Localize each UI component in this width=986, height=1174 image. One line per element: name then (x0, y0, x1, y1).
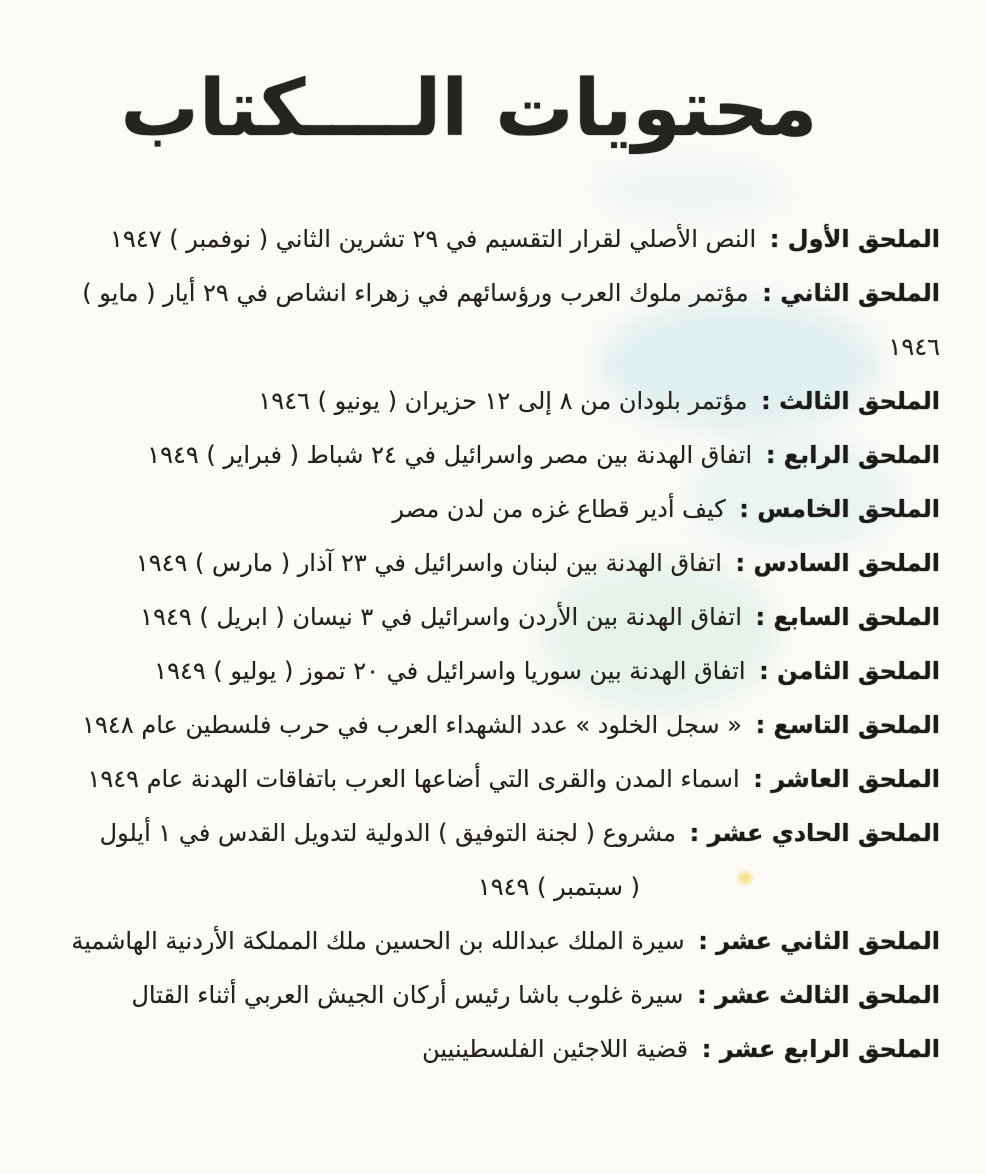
appendix-label: الملحق العاشر : (753, 765, 940, 793)
toc-entry-10 (28, 752, 940, 806)
appendix-description: مؤتمر بلودان من ٨ إلى ١٢ حزيران ( يونيو ) ١٩٤٦ (258, 387, 748, 415)
toc-entry-12 (28, 914, 940, 968)
appendix-description: قضية اللاجئين الفلسطينيين (422, 1035, 689, 1063)
appendix-description: اتفاق الهدنة بين الأردن واسرائيل في ٣ نيسان ( ابريل ) ١٩٤٩ (140, 603, 742, 631)
appendix-label: الملحق الحادي عشر : (689, 819, 940, 847)
toc-entry-8 (28, 644, 940, 698)
appendix-label: الملحق الثامن : (759, 657, 940, 685)
toc-entry-3 (28, 374, 940, 428)
appendix-label: الملحق الثالث عشر : (697, 981, 940, 1009)
appendix-description: كيف أدير قطاع غزه من لدن مصر (392, 495, 726, 523)
appendix-description: اتفاق الهدنة بين لبنان واسرائيل في ٢٣ آذار ( مارس ) ١٩٤٩ (135, 549, 722, 577)
page-title: محتويات الــــكتاب (120, 64, 818, 154)
toc-entry-11 (28, 806, 940, 914)
appendix-label: الملحق الرابع عشر : (701, 1035, 940, 1063)
appendix-label: الملحق الرابع : (765, 441, 940, 469)
toc-entry-14 (28, 1022, 940, 1076)
appendix-label: الملحق السابع : (755, 603, 940, 631)
appendix-label: الملحق الأول : (769, 225, 940, 253)
appendix-description: سيرة غلوب باشا رئيس أركان الجيش العربي أثناء القتال (131, 981, 684, 1009)
appendix-description: اسماء المدن والقرى التي أضاعها العرب باتفاقات الهدنة عام ١٩٤٩ (87, 765, 740, 793)
appendix-description: النص الأصلي لقرار التقسيم في ٢٩ تشرين الثاني ( نوفمبر ) ١٩٤٧ (110, 225, 757, 253)
appendix-description-continuation: ( سبتمبر ) ١٩٤٩ (477, 873, 640, 901)
toc-entry-2 (28, 266, 940, 374)
toc-entry-5 (28, 482, 940, 536)
toc-entry-1 (28, 212, 940, 266)
appendix-label: الملحق الثاني : (762, 279, 940, 307)
appendix-description: مشروع ( لجنة التوفيق ) الدولية لتدويل القدس في ١ أيلول (99, 819, 677, 847)
toc-entry-9 (28, 698, 940, 752)
toc-entry-6 (28, 536, 940, 590)
toc-entry-7 (28, 590, 940, 644)
appendix-label: الملحق التاسع : (755, 711, 940, 739)
appendix-description: سيرة الملك عبدالله بن الحسين ملك المملكة الأردنية الهاشمية (71, 927, 685, 955)
appendix-label: الملحق الثالث : (761, 387, 940, 415)
appendix-description: اتفاق الهدنة بين سوريا واسرائيل في ٢٠ تموز ( يوليو ) ١٩٤٩ (154, 657, 746, 685)
appendix-description: اتفاق الهدنة بين مصر واسرائيل في ٢٤ شباط ( فبراير ) ١٩٤٩ (147, 441, 753, 469)
toc-entry-13 (28, 968, 940, 1022)
appendix-description: مؤتمر ملوك العرب ورؤسائهم في زهراء انشاص في ٢٩ أيار ( مايو ) ١٩٤٦ (82, 279, 940, 361)
appendix-label: الملحق الثاني عشر : (698, 927, 940, 955)
toc-entry-4 (28, 428, 940, 482)
appendix-label: الملحق السادس : (735, 549, 940, 577)
appendix-description: « سجل الخلود » عدد الشهداء العرب في حرب فلسطين عام ١٩٤٨ (82, 711, 742, 739)
table-of-contents (28, 212, 940, 1076)
appendix-label: الملحق الخامس : (739, 495, 940, 523)
